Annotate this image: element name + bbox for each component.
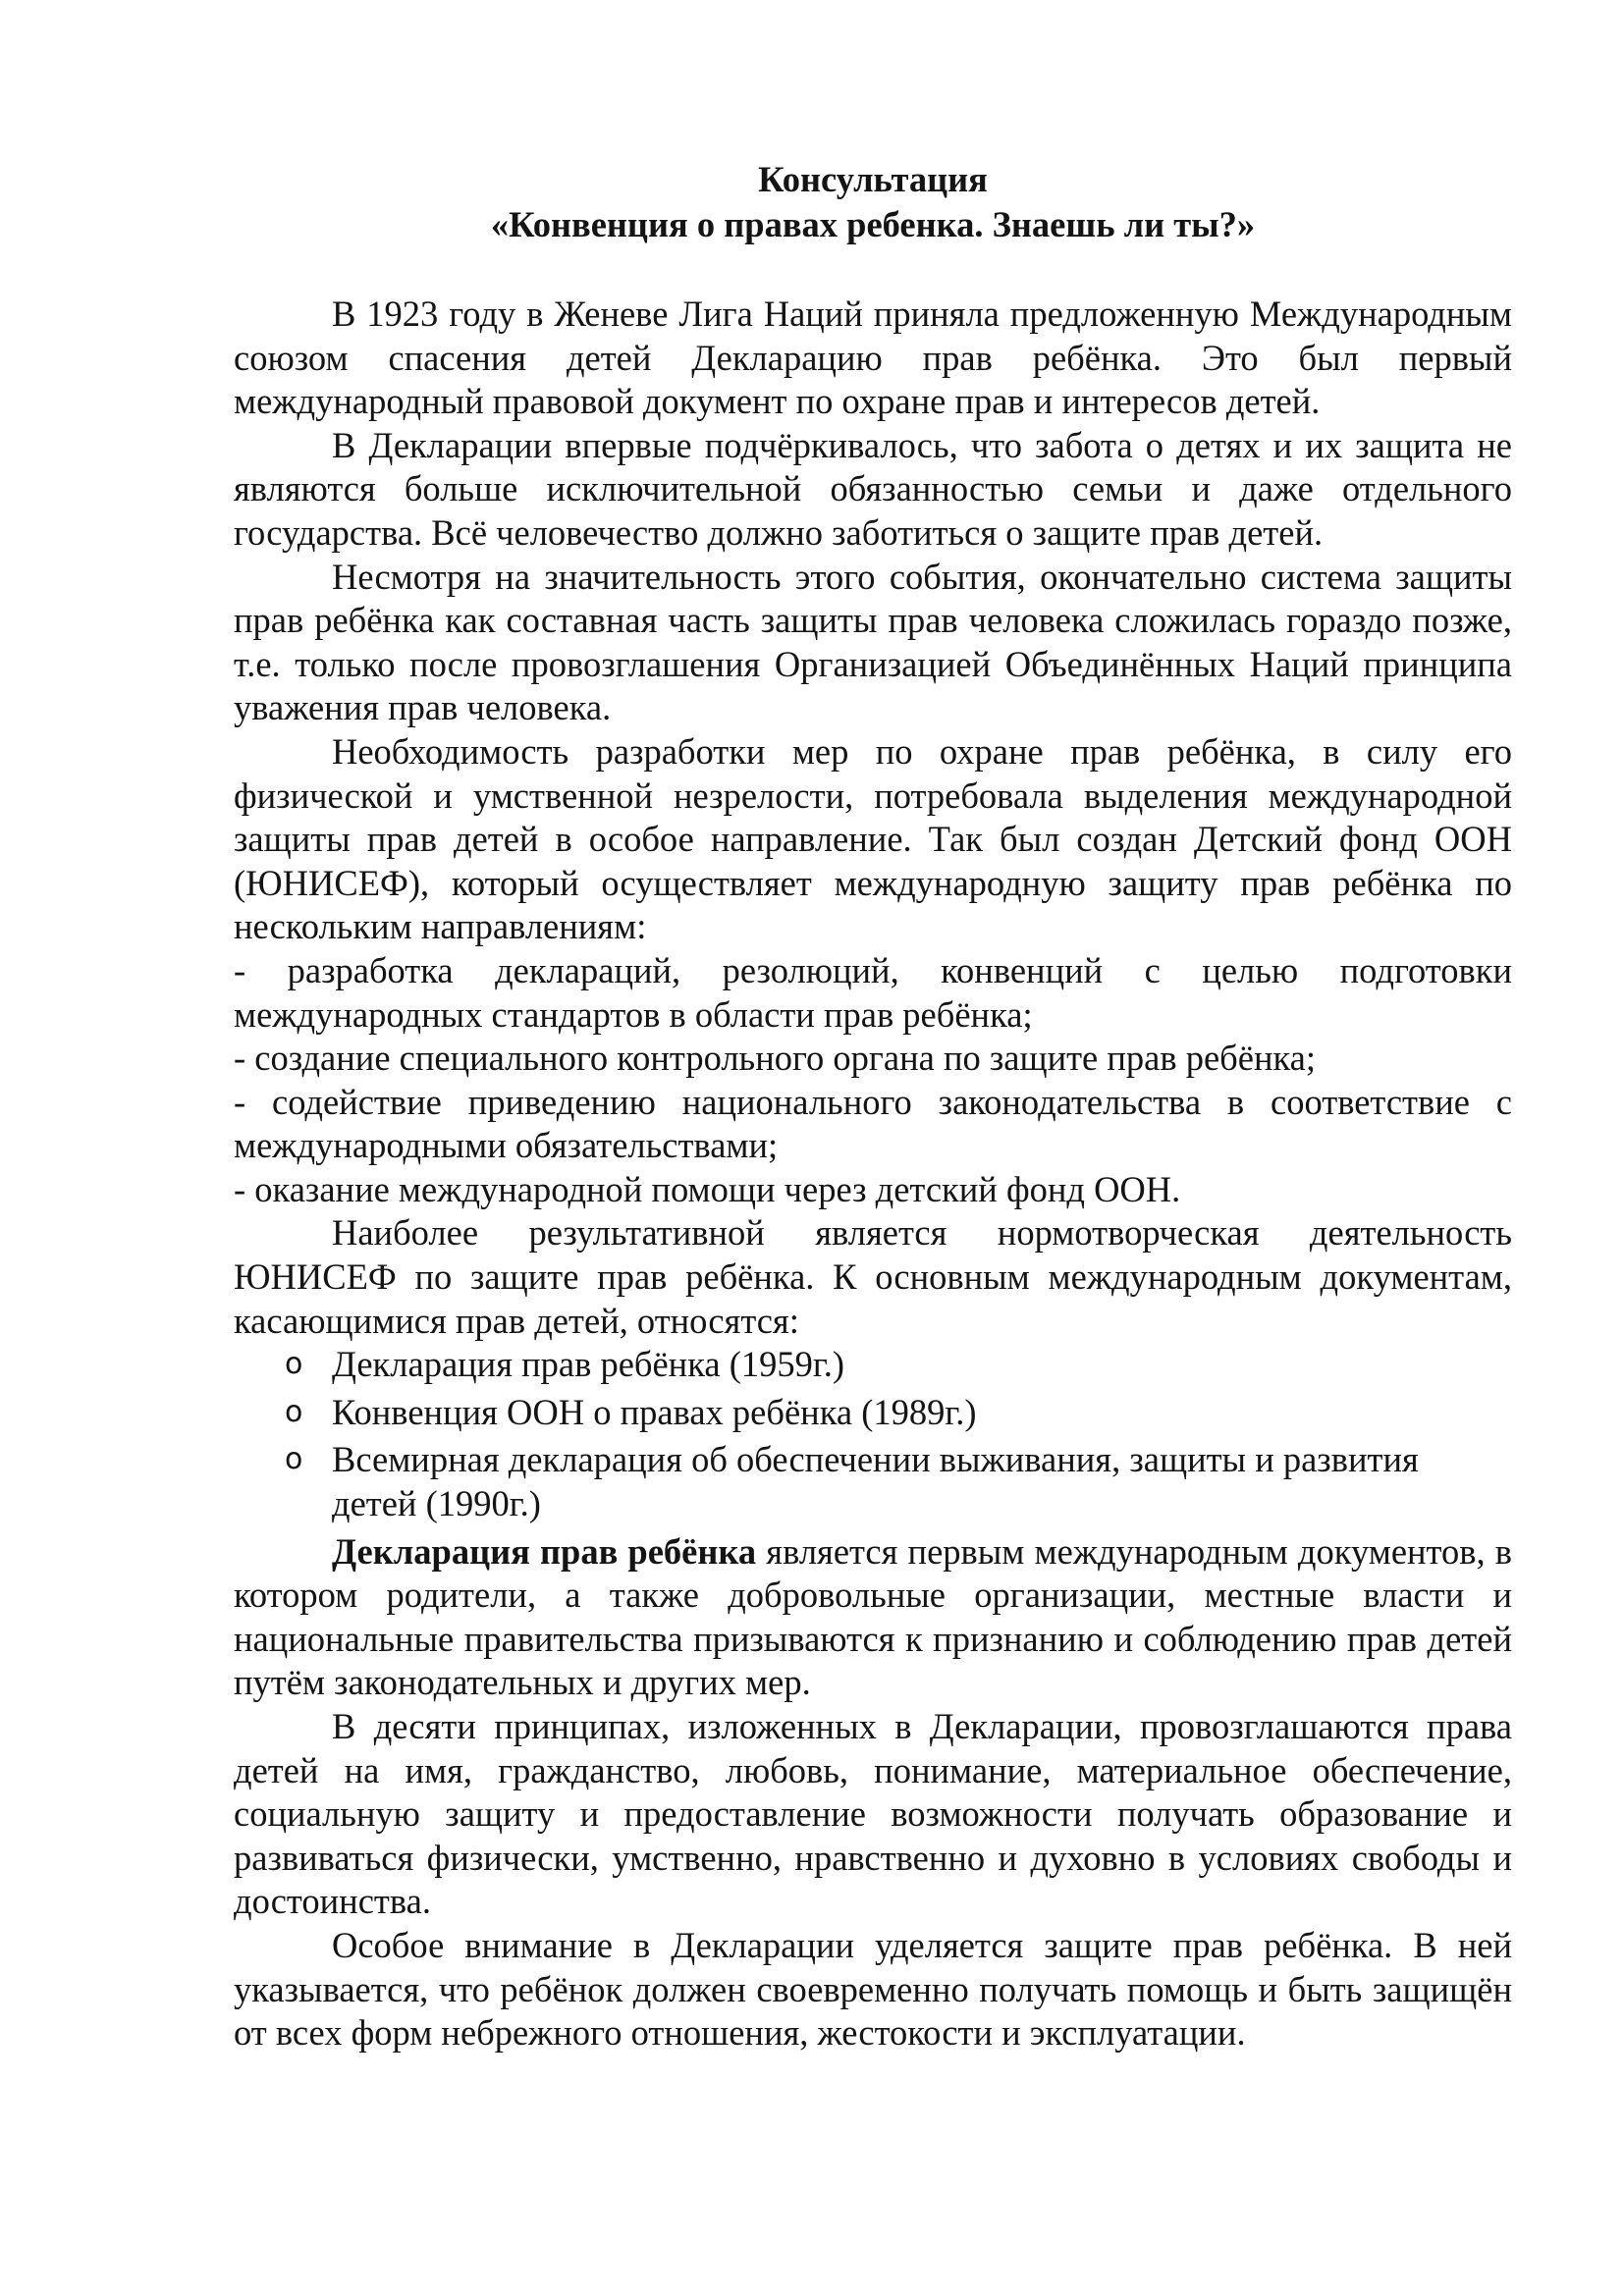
- document-title: [234, 157, 1512, 247]
- paragraph-unicef-creation: Необходимость разработки мер по охране прав ребёнка, в силу его физической и умственной незрелости, потребовала выделения международной защиты прав детей в особое направление. Так был создан Детский фонд ООН (ЮНИСЕФ), который осуществляет международную защиту прав ребёнка по нескольким направлениям:: [234, 730, 1512, 947]
- bullet-icon: o: [285, 1347, 303, 1382]
- list-item-text: Конвенция ООН о правах ребёнка (1989г.): [332, 1391, 977, 1432]
- list-item: [285, 1438, 1512, 1525]
- paragraph-system-history: Несмотря на значительность этого события, окончательно система защиты прав ребёнка как составная часть защиты прав человека сложилась гораздо позже, т.е. только после провозглашения Организацией Объединённых Наций принципа уважения прав человека.: [234, 556, 1512, 728]
- dash-item: - содействие приведению национального законодательства в соответствие с международными обязательствами;: [234, 1081, 1512, 1166]
- title-line-1: Консультация: [758, 159, 988, 199]
- dash-item: - оказание международной помощи через детский фонд ООН.: [234, 1168, 1181, 1209]
- list-item: [285, 1343, 1512, 1387]
- list-item-text: Декларация прав ребёнка (1959г.): [332, 1344, 845, 1385]
- list-item: [285, 1391, 1512, 1435]
- paragraph-declaration: [234, 1530, 1512, 1705]
- paragraph-unicef-activity: Наиболее результативной является нормотворческая деятельность ЮНИСЕФ по защите прав ребёнка. К основным международным документам, касающимися прав детей, относятся:: [234, 1212, 1512, 1341]
- documents-list: [234, 1343, 1512, 1525]
- declaration-rest: является первым международным документов, в котором родители, а также добровольные организации, местные власти и национальные правительства призываются к признанию и соблюдению прав детей путём законодательных и других мер.: [234, 1530, 1513, 1703]
- paragraph-1923: В 1923 году в Женеве Лига Наций приняла предложенную Международным союзом спасения детей Декларацию прав ребёнка. Это был первый международный правовой документ по охране прав и интересов детей.: [234, 294, 1512, 422]
- bullet-icon: o: [285, 1442, 303, 1477]
- declaration-bold-lead: Декларация прав ребёнка: [332, 1530, 757, 1572]
- paragraph-special-attention: Особое внимание в Декларации уделяется защите прав ребёнка. В ней указывается, что ребёнок должен своевременно получать помощь и быть защищён от всех форм небрежного отношения, жестокости и эксплуатации.: [234, 1924, 1512, 2054]
- bullet-icon: o: [285, 1394, 303, 1429]
- paragraph-declaration-emphasis: В Декларации впервые подчёркивалось, что забота о детях и их защита не являются больше исключительной обязанностью семьи и даже отдельного государства. Всё человечество должно заботиться о защите прав детей.: [234, 424, 1512, 553]
- dash-item: - создание специального контрольного органа по защите прав ребёнка;: [234, 1038, 1317, 1079]
- dash-item: - разработка деклараций, резолюций, конвенций с целью подготовки международных стандартов в области прав ребёнка;: [234, 949, 1512, 1035]
- paragraph-ten-principles: В десяти принципах, изложенных в Декларации, провозглашаются права детей на имя, гражданство, любовь, понимание, материальное обеспечение, социальную защиту и предоставление возможности получать образование и развиваться физически, умственно, нравственно и духовно в условиях свободы и достоинства.: [234, 1706, 1512, 1922]
- title-line-2: «Конвенция о правах ребенка. Знаешь ли ты?»: [490, 204, 1256, 244]
- list-item-text: Всемирная декларация об обеспечении выживания, защиты и развития детей (1990г.): [332, 1439, 1419, 1524]
